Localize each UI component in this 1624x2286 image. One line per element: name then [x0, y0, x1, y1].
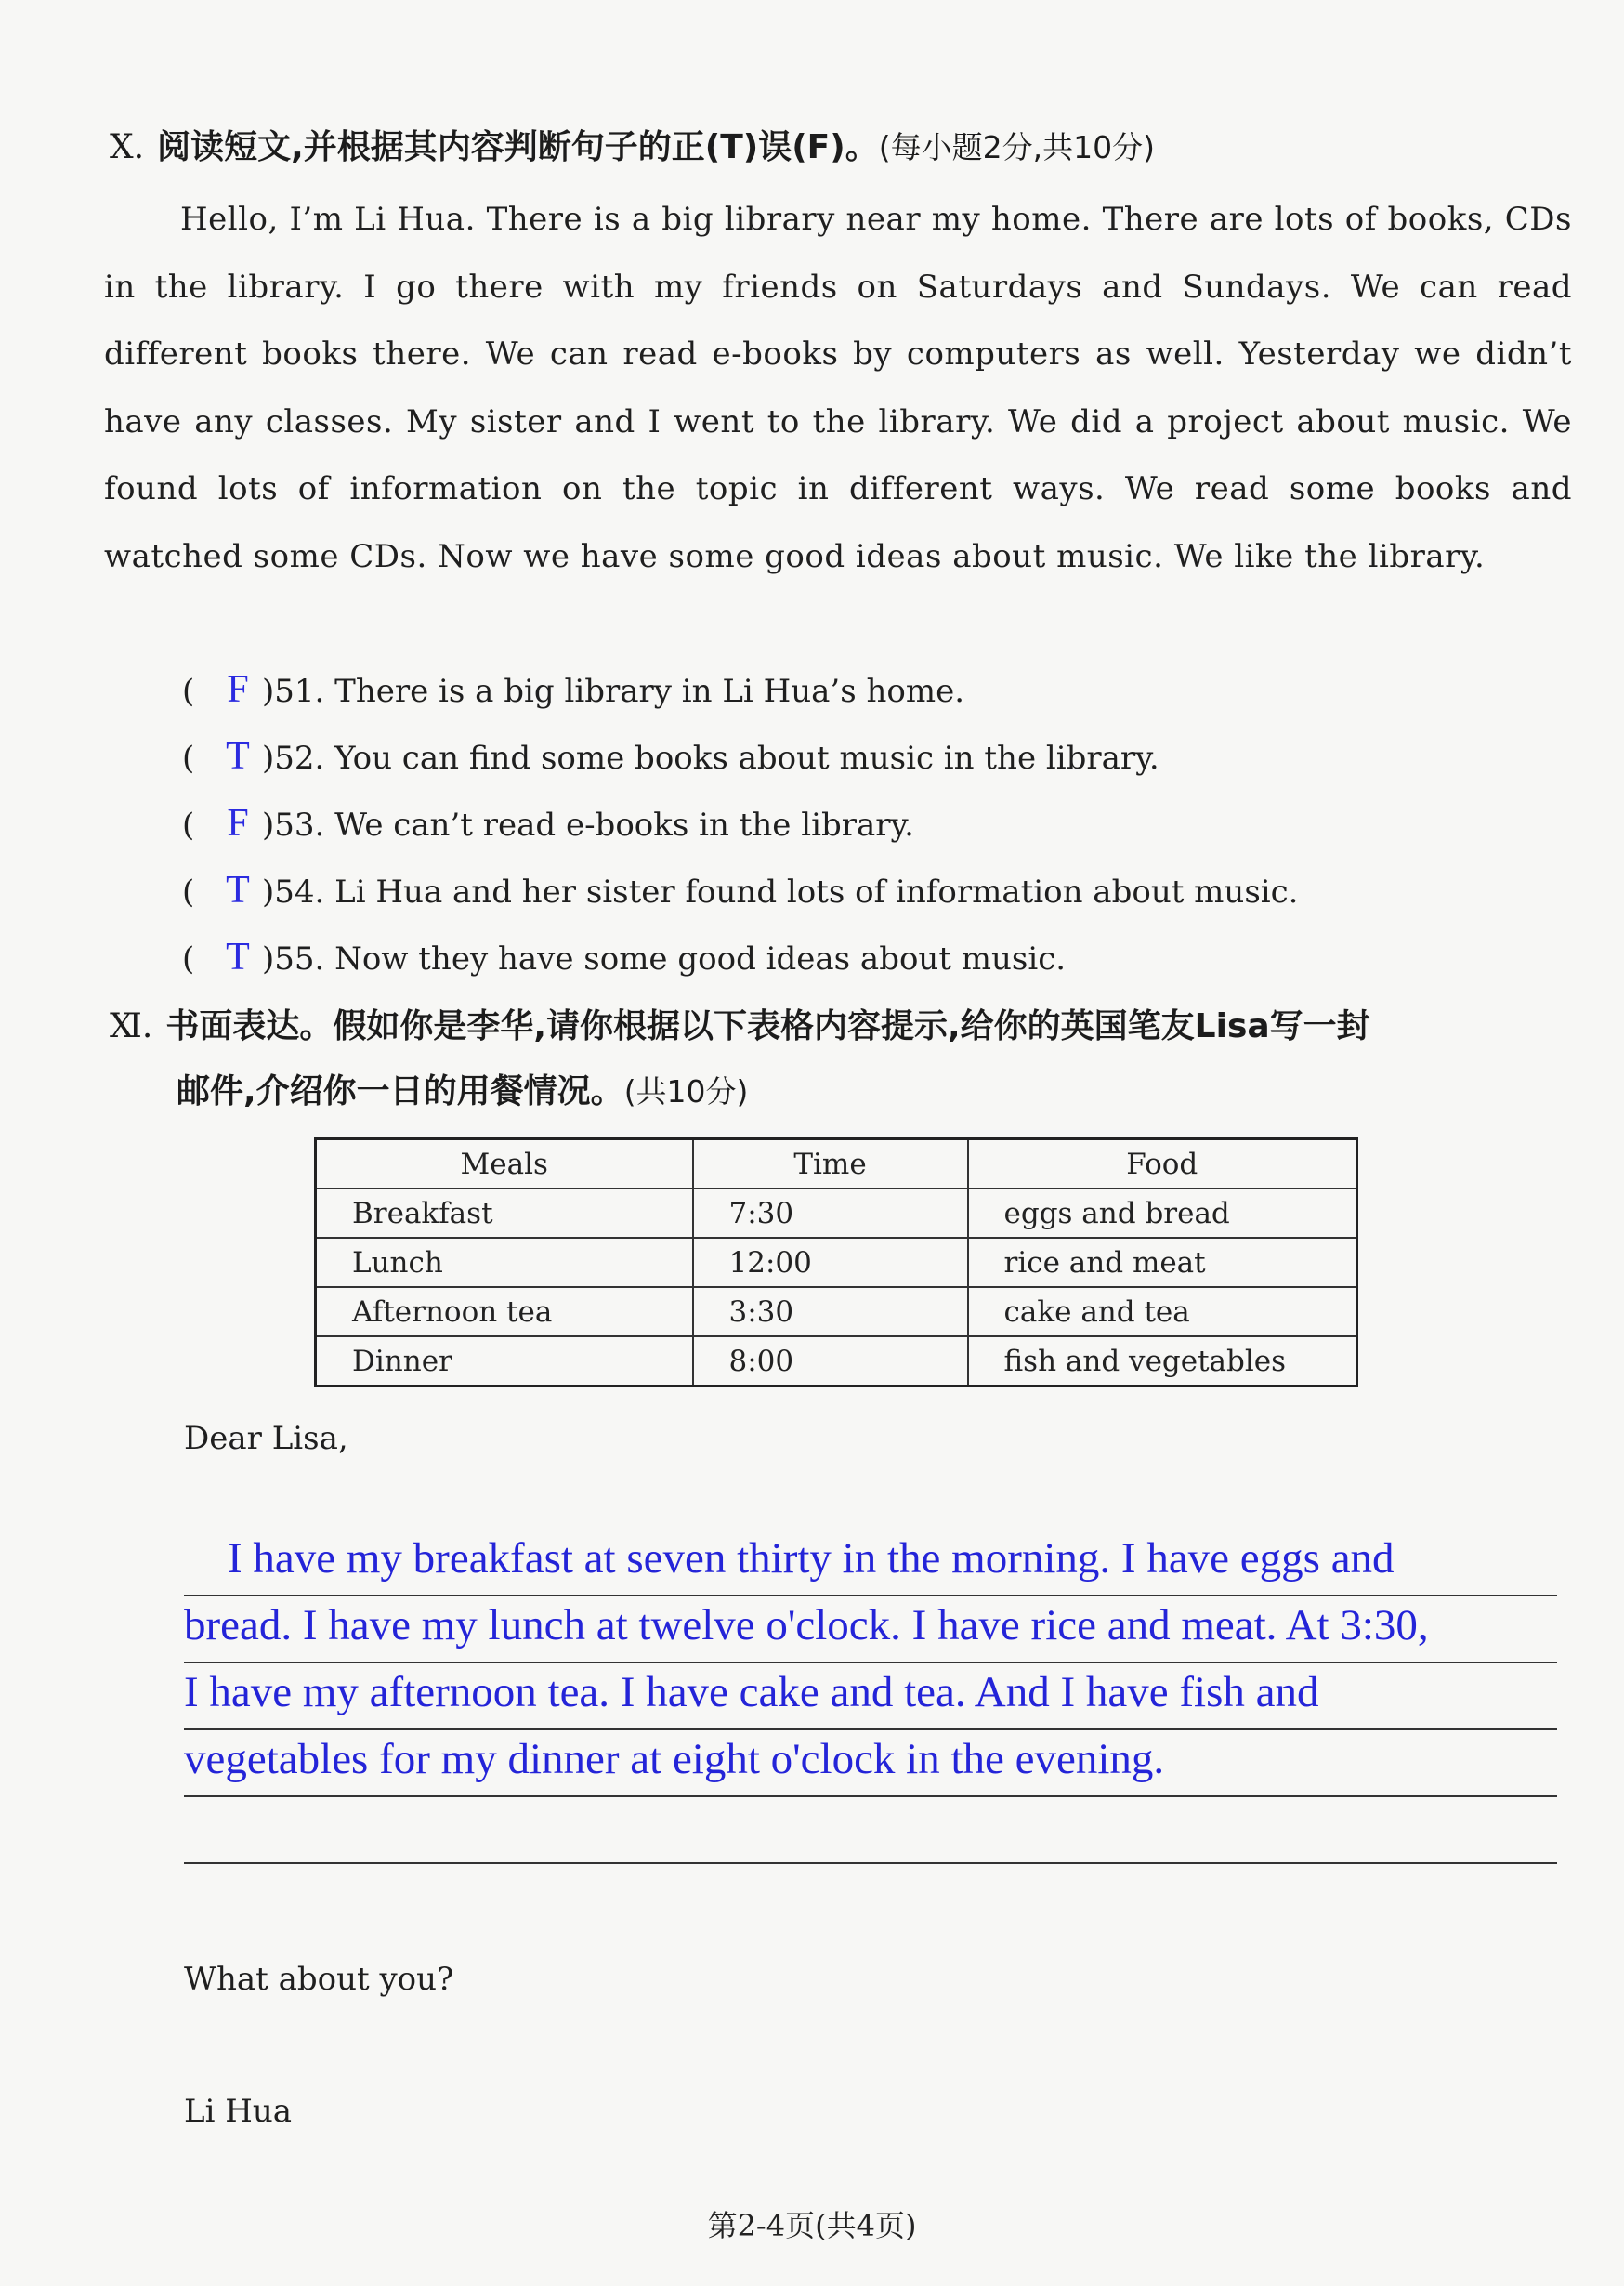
- meal-cell: Lunch: [316, 1238, 693, 1287]
- question-51-text: )51. There is a big library in Li Hua’s home.: [262, 673, 965, 710]
- answer-55: T: [226, 936, 250, 979]
- reading-passage: Hello, I’m Li Hua. There is a big library near my home. There are lots of books, CDs in the library. I go there with my friends on Saturdays and Sundays. We can read different books there. We can read e-books by computers as well. Yesterday we didn’t have any classes. My sister and I went to the library. We did a project about music. We found lots of information on the topic in different ways. We read some books and watched some CDs. Now we have some good ideas about music. We like the library.: [104, 201, 1572, 575]
- answer-line-2: bread. I have my lunch at twelve o'clock. I have rice and meat. At 3:30,: [184, 1601, 1429, 1649]
- writing-line: [184, 1728, 1557, 1730]
- question-54: [182, 862, 1299, 918]
- header-time: Time: [693, 1139, 968, 1189]
- table-row: [316, 1336, 1357, 1386]
- letter-closing-question: What about you?: [184, 1961, 454, 1998]
- answer-52: T: [226, 735, 250, 778]
- header-food: Food: [968, 1139, 1357, 1189]
- writing-line: [184, 1862, 1557, 1864]
- paren: (: [182, 740, 195, 777]
- answer-51: F: [227, 668, 249, 711]
- table-row: [316, 1238, 1357, 1287]
- paren: (: [182, 673, 195, 710]
- letter-greeting: Dear Lisa,: [184, 1420, 348, 1457]
- meal-cell: Afternoon tea: [316, 1287, 693, 1336]
- writing-line: [184, 1595, 1557, 1596]
- letter-signature: Li Hua: [184, 2093, 293, 2130]
- section-10-number: Ⅹ.: [110, 128, 145, 166]
- question-52-text: )52. You can find some books about music in the library.: [262, 740, 1159, 777]
- paren: (: [182, 807, 195, 844]
- answer-54: T: [226, 869, 250, 912]
- table-header-row: [316, 1139, 1357, 1189]
- meal-cell: Dinner: [316, 1336, 693, 1386]
- time-cell: 7:30: [693, 1189, 968, 1238]
- food-cell: cake and tea: [968, 1287, 1357, 1336]
- paren: (: [182, 874, 195, 911]
- section-11-number: Ⅺ.: [110, 1007, 153, 1045]
- question-51: [182, 662, 964, 717]
- section-11-instruction-line2-wrap: [177, 1065, 748, 1112]
- header-meals: Meals: [316, 1139, 693, 1189]
- section-10-instruction: 阅读短文,并根据其内容判断句子的正(T)误(F)。: [157, 128, 879, 166]
- answer-line-3: I have my afternoon tea. I have cake and tea. And I have fish and: [184, 1668, 1319, 1716]
- question-53-text: )53. We can’t read e-books in the library.: [262, 807, 914, 844]
- writing-line: [184, 1662, 1557, 1663]
- meals-table: [314, 1137, 1358, 1387]
- time-cell: 3:30: [693, 1287, 968, 1336]
- section-11-title: [110, 1000, 1370, 1047]
- writing-line: [184, 1795, 1557, 1797]
- question-53: [182, 795, 914, 851]
- paren: (: [182, 940, 195, 978]
- answer-line-4: vegetables for my dinner at eight o'clock in the evening.: [184, 1735, 1165, 1783]
- meal-cell: Breakfast: [316, 1189, 693, 1238]
- section-11-points: (共10分): [623, 1073, 749, 1110]
- section-10-title: [110, 121, 1155, 168]
- answer-line-1: I have my breakfast at seven thirty in the morning. I have eggs and: [184, 1534, 1395, 1583]
- question-54-text: )54. Li Hua and her sister found lots of information about music.: [262, 874, 1299, 911]
- question-55-text: )55. Now they have some good ideas about music.: [262, 940, 1067, 978]
- answer-53: F: [227, 802, 249, 845]
- section-11-instruction-line1: 书面表达。假如你是李华,请你根据以下表格内容提示,给你的英国笔友Lisa写一封: [165, 1007, 1370, 1045]
- time-cell: 8:00: [693, 1336, 968, 1386]
- section-10-points: (每小题2分,共10分): [878, 129, 1155, 165]
- question-52: [182, 729, 1159, 784]
- page-footer: 第2-4页(共4页): [707, 2208, 917, 2243]
- food-cell: fish and vegetables: [968, 1336, 1357, 1386]
- food-cell: eggs and bread: [968, 1189, 1357, 1238]
- time-cell: 12:00: [693, 1238, 968, 1287]
- table-row: [316, 1189, 1357, 1238]
- section-11-instruction-line2: 邮件,介绍你一日的用餐情况。: [177, 1072, 624, 1110]
- table-row: [316, 1287, 1357, 1336]
- question-55: [182, 929, 1066, 985]
- food-cell: rice and meat: [968, 1238, 1357, 1287]
